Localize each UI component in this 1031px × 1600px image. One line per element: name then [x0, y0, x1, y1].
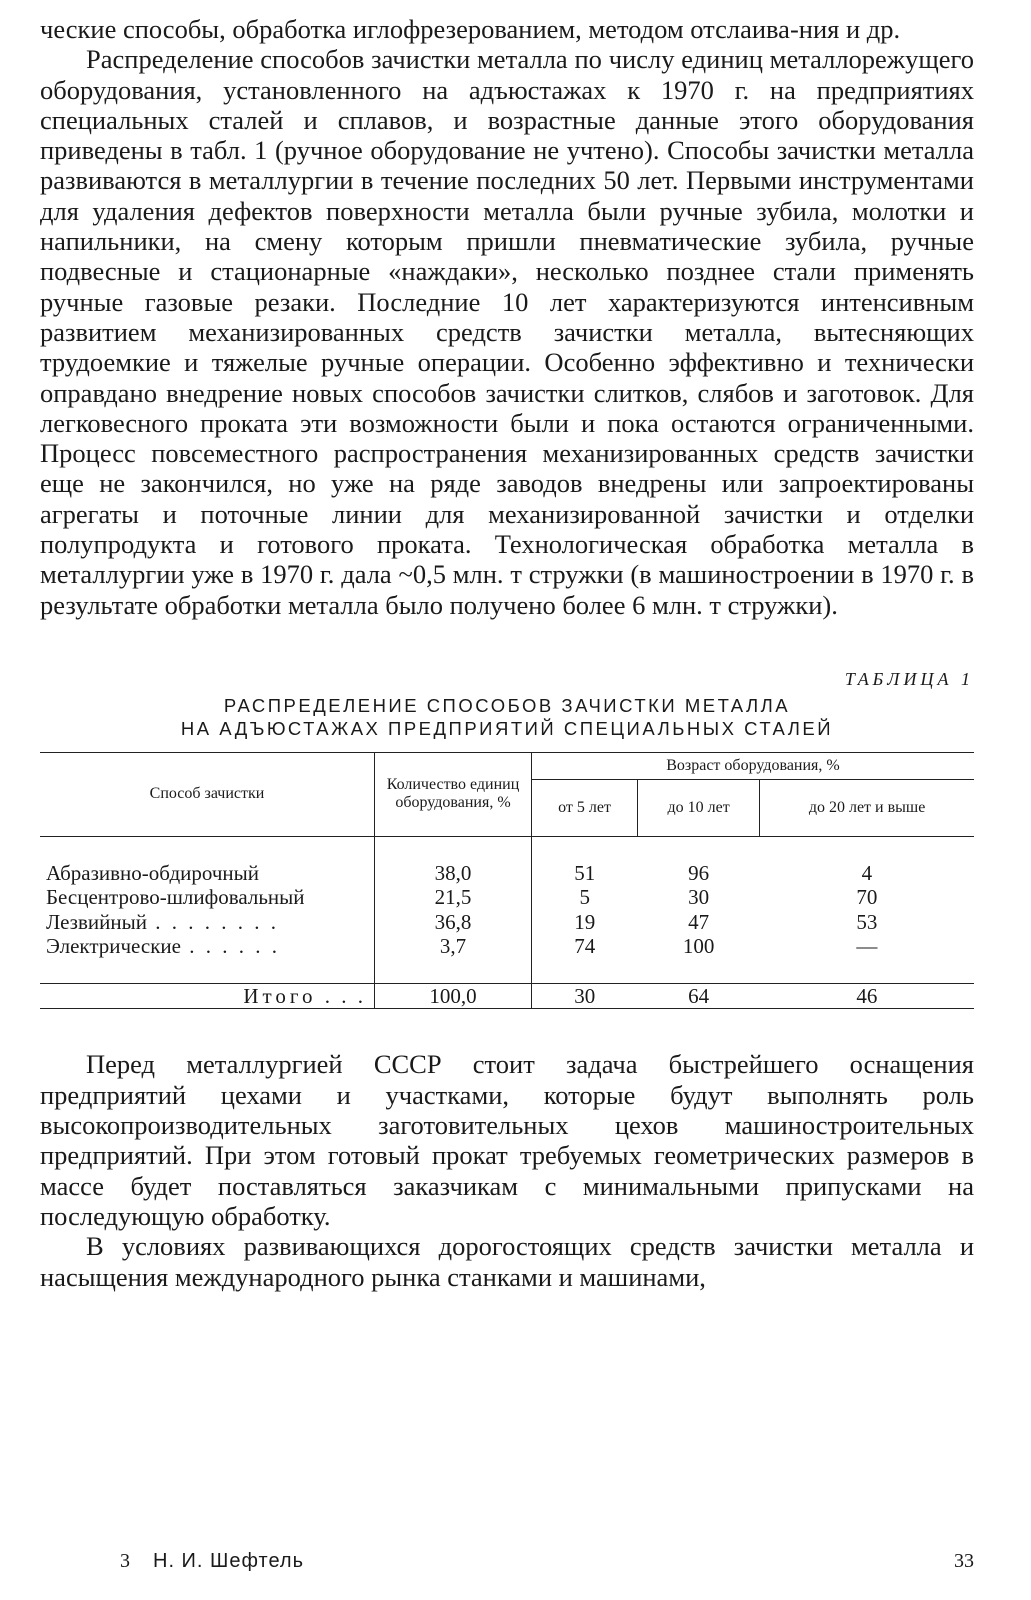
row-age-10: 96 [688, 860, 710, 885]
row-age-10: 100 [682, 934, 715, 959]
header-count: Количество единиц оборудования, % [375, 752, 532, 836]
row-count: 3,7 [375, 934, 532, 959]
table-row [40, 910, 974, 935]
row-age-10: 47 [688, 909, 710, 934]
total-count: 100,0 [375, 983, 532, 1009]
table-row [40, 934, 974, 959]
total-name: Итого [243, 983, 317, 1008]
table-title [40, 694, 974, 740]
row-count: 38,0 [375, 861, 532, 886]
row-age-5: 5 [579, 885, 591, 910]
row-count: 21,5 [375, 885, 532, 910]
header-age: Возраст оборудования, % [532, 752, 975, 779]
total-age-20: 46 [760, 983, 974, 1009]
row-name: Лезвийный [46, 909, 147, 934]
table-label: ТАБЛИЦА 1 [844, 668, 974, 689]
row-count: 36,8 [375, 910, 532, 935]
table-title-line-2: НА АДЪЮСТАЖАХ ПРЕДПРИЯТИЙ СПЕЦИАЛЬНЫХ СТАЛЕЙ [180, 717, 834, 739]
paragraph-ussr-task: Перед металлургией СССР стоит задача быстрейшего оснащения предприятий цехами и участками, которые будут выполнять роль высокопроизводительных заготовительных цехов машиностроительных предприятий. При этом готовый прокат требуемых геометрических размеров в массе будет поставляться заказчикам с минимальными припусками на последующую обработку. [40, 1049, 974, 1231]
row-age-5: 19 [574, 909, 596, 934]
cleaning-methods-table [40, 752, 974, 1010]
header-age-5: от 5 лет [532, 779, 638, 836]
row-name: Электрические [46, 934, 181, 959]
page-number: 33 [954, 1550, 974, 1572]
paragraph-continuation: ческие способы, обработка иглофрезерованием, методом отслаива-ния и др. [40, 14, 901, 44]
row-age-20: 4 [861, 860, 873, 885]
row-name: Бесцентрово-шлифовальный [46, 885, 305, 910]
row-age-20: — [856, 934, 878, 959]
row-name: Абразивно-обдирочный [46, 860, 259, 885]
total-dots: . . . [316, 983, 366, 1008]
page-footer [120, 1550, 974, 1573]
author-name: Н. И. Шефтель [153, 1550, 304, 1572]
table-row [40, 885, 974, 910]
header-age-10: до 10 лет [638, 779, 760, 836]
table-row [40, 861, 974, 886]
table-title-line-1: РАСПРЕДЕЛЕНИЕ СПОСОБОВ ЗАЧИСТКИ МЕТАЛЛА [223, 694, 791, 716]
header-age-20: до 20 лет и выше [760, 779, 974, 836]
paragraph-conditions: В условиях развивающихся дорогостоящих средств зачистки металла и насыщения международного рынка станками и машинами, [40, 1231, 974, 1292]
signature-mark: 3 [120, 1550, 130, 1572]
row-age-20: 70 [856, 885, 878, 910]
row-age-10: 30 [688, 885, 710, 910]
page-content [40, 14, 974, 1292]
row-age-5: 74 [574, 934, 596, 959]
header-method: Способ зачистки [40, 752, 375, 836]
table-total-row [40, 983, 974, 1009]
row-dots: . . . . . . [180, 934, 280, 959]
row-age-5: 51 [574, 860, 596, 885]
paragraph-distribution: Распределение способов зачистки металла по числу единиц металлорежущего оборудования, установленного на адъюстажах к 1970 г. на предприятиях специальных сталей и сплавов, и возрастные данные этого оборудования приведены в табл. 1 (ручное оборудование не учтено). Способы зачистки металла развиваются в металлургии в течение последних 50 лет. Первыми инструментами для удаления дефектов поверхности металла были ручные зубила, молотки и напильники, на смену которым пришли пневматические зубила, ручные подвесные и стационарные «наждаки», несколько позднее стали применять ручные газовые резаки. Последние 10 лет характеризуются интенсивным развитием механизированных средств зачистки металла, вытесняющих трудоемкие и тяжелые ручные операции. Особенно эффективно и технически оправдано внедрение новых способов зачистки слитков, слябов и заготовок. Для легковесного проката эти возможности были и пока остаются ограниченными. Процесс повсеместного распространения механизированных средств зачистки еще не закончился, но уже на ряде заводов внедрены или запроектированы агрегаты и поточные линии для механизированной зачистки и отделки полупродукта и готового проката. Технологическая обработка металла в металлургии уже в 1970 г. дала ~0,5 млн. т стружки (в машиностроении в 1970 г. в результате обработки металла было получено более 6 млн. т стружки). [40, 44, 974, 620]
row-age-20: 53 [856, 909, 878, 934]
total-age-5: 30 [532, 983, 638, 1009]
total-age-10: 64 [638, 983, 760, 1009]
row-dots: . . . . . . . . [146, 909, 279, 934]
